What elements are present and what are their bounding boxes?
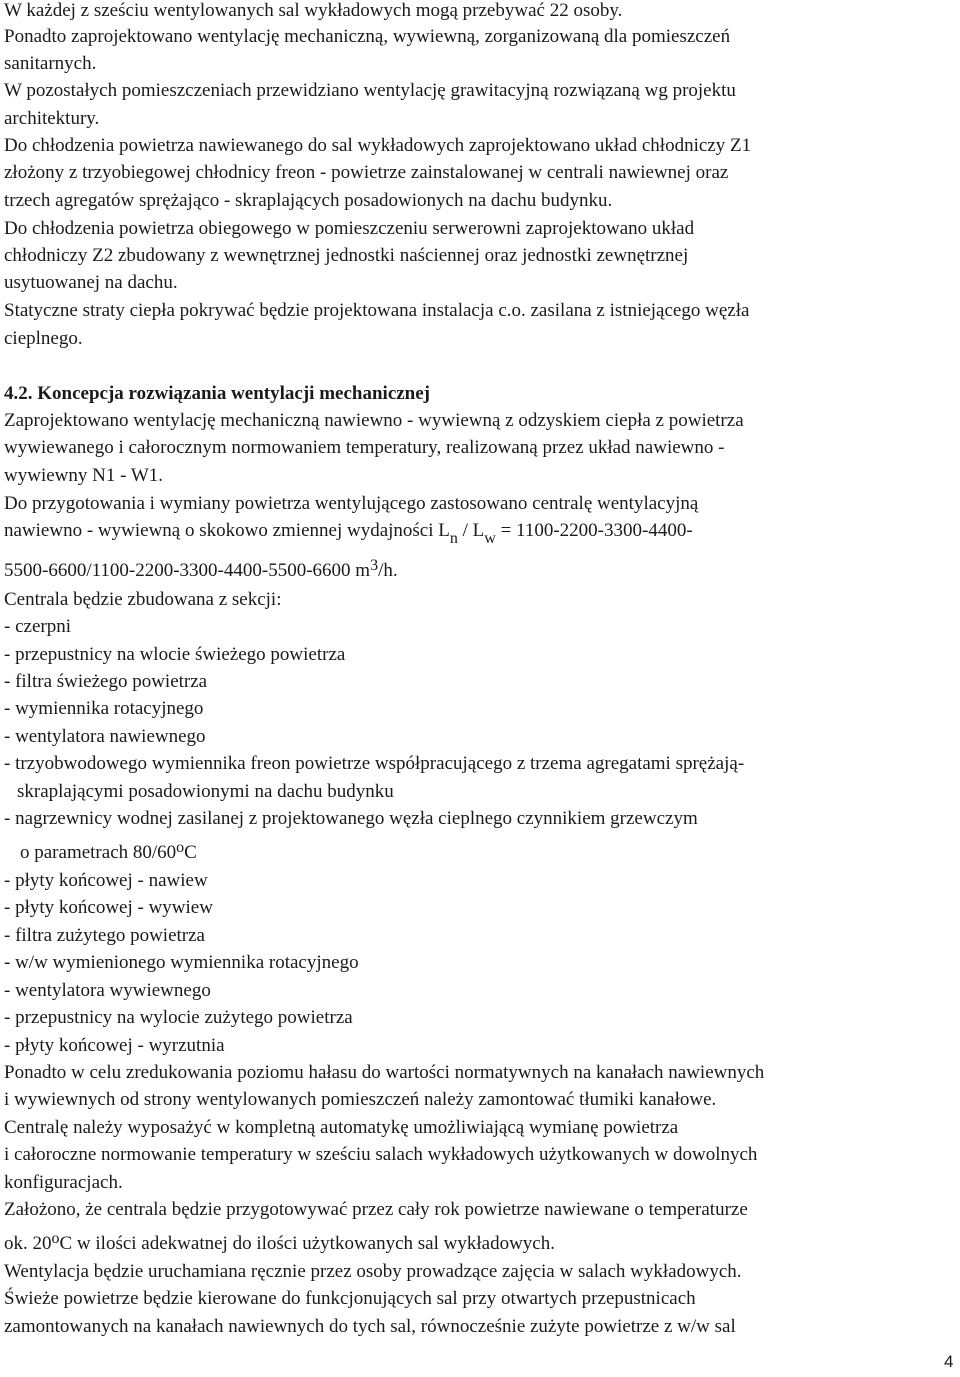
text-line: architektury. [4, 108, 100, 129]
list-item: - wymiennika rotacyjnego [4, 698, 204, 719]
text-line: cieplnego. [4, 328, 83, 349]
text-line: i całoroczne normowanie temperatury w sześciu salach wykładowych użytkowanych w dowolnych [4, 1144, 758, 1165]
text-line: konfiguracjach. [4, 1172, 123, 1193]
list-item: - wentylatora nawiewnego [4, 726, 206, 747]
list-item: - czerpni [4, 616, 71, 637]
text-segment: nawiewno - wywiewną o skokowo zmiennej wydajności L [4, 520, 450, 541]
text-line [4, 1230, 555, 1256]
list-item: - płyty końcowej - wyrzutnia [4, 1035, 225, 1056]
superscript: 3 [370, 557, 379, 574]
text-segment: /h. [378, 560, 398, 581]
list-item: - nagrzewnicy wodnej zasilanej z projektowanego węzła cieplnego czynnikiem grzewczym [4, 808, 698, 829]
list-item: - przepustnicy na wylocie zużytego powietrza [4, 1007, 353, 1028]
text-line: złożony z trzyobiegowej chłodnicy freon - powietrze zainstalowanej w centrali nawiewnej oraz [4, 162, 729, 183]
text-segment: = 1100-2200-3300-4400- [495, 520, 693, 541]
text-line: zamontowanych na kanałach nawiewnych do tych sal, równocześnie zużyte powietrze z w/w sal [4, 1316, 736, 1337]
text-line: Centralę należy wyposażyć w kompletną automatykę umożliwiającą wymianę powietrza [4, 1117, 679, 1138]
text-line: sanitarnych. [4, 53, 97, 74]
list-item: - filtra zużytego powietrza [4, 925, 205, 946]
text-segment: / L [457, 520, 485, 541]
list-item: - trzyobwodowego wymiennika freon powietrze współpracującego z trzema agregatami sprężają- [4, 753, 745, 774]
list-item-continuation [20, 839, 197, 865]
text-line: Do chłodzenia powietrza nawiewanego do sal wykładowych zaprojektowano układ chłodniczy Z1 [4, 135, 752, 156]
text-line: chłodniczy Z2 zbudowany z wewnętrznej jednostki naściennej oraz jednostki zewnętrznej [4, 245, 689, 266]
subscript: n [449, 530, 458, 547]
text-segment: 5500-6600/1100-2200-3300-4400-5500-6600 m [4, 560, 371, 581]
list-item: - płyty końcowej - nawiew [4, 870, 208, 891]
text-line: Do chłodzenia powietrza obiegowego w pomieszczeniu serwerowni zaprojektowano układ [4, 218, 695, 239]
text-line: usytuowanej na dachu. [4, 272, 178, 293]
text-line [4, 520, 693, 547]
page-number: 4 [944, 1352, 954, 1371]
text-line: Ponadto zaprojektowano wentylację mechaniczną, wywiewną, zorganizowaną dla pomieszczeń [4, 26, 731, 47]
list-item-continuation: skraplającymi posadowionymi na dachu budynku [17, 781, 394, 802]
list-item: - wentylatora wywiewnego [4, 980, 211, 1001]
text-line: Do przygotowania i wymiany powietrza wentylującego zastosowano centralę wentylacyjną [4, 493, 699, 514]
text-segment: o parametrach 80/60 [20, 842, 177, 863]
text-line: wywiewny N1 - W1. [4, 465, 164, 486]
text-line: Wentylacja będzie uruchamiana ręcznie przez osoby prowadzące zajęcia w salach wykładowych. [4, 1261, 742, 1282]
list-item: - płyty końcowej - wywiew [4, 897, 213, 918]
text-line: Założono, że centrala będzie przygotowywać przez cały rok powietrze nawiewane o temperaturze [4, 1199, 748, 1220]
text-line: Świeże powietrze będzie kierowane do funkcjonujących sal przy otwartych przepustnicach [4, 1288, 696, 1309]
text-line: i wywiewnych od strony wentylowanych pomieszczeń należy zamontować tłumiki kanałowe. [4, 1089, 717, 1110]
text-segment: C [184, 842, 197, 863]
text-line: Statyczne straty ciepła pokrywać będzie projektowana instalacja c.o. zasilana z istniejącego węzła [4, 300, 750, 321]
text-line [4, 557, 398, 583]
text-segment: C w ilości adekwatnej do ilości użytkowanych sal wykładowych. [59, 1233, 555, 1254]
text-line: Ponadto w celu zredukowania poziomu hałasu do wartości normatywnych na kanałach nawiewnych [4, 1062, 765, 1083]
subscript: w [484, 530, 496, 547]
superscript: o [51, 1230, 60, 1247]
text-line: W każdej z sześciu wentylowanych sal wykładowych mogą przebywać 22 osoby. [4, 0, 623, 21]
list-item: - przepustnicy na wlocie świeżego powietrza [4, 644, 346, 665]
text-line: wywiewanego i całorocznym normowaniem temperatury, realizowaną przez układ nawiewno - [4, 437, 725, 458]
text-line: Centrala będzie zbudowana z sekcji: [4, 589, 282, 610]
list-item: - w/w wymienionego wymiennika rotacyjnego [4, 952, 359, 973]
text-segment: ok. 20 [4, 1233, 52, 1254]
list-item: - filtra świeżego powietrza [4, 671, 208, 692]
section-heading: 4.2. Koncepcja rozwiązania wentylacji mechanicznej [4, 383, 431, 404]
text-line: W pozostałych pomieszczeniach przewidziano wentylację grawitacyjną rozwiązaną wg projektu [4, 80, 736, 101]
text-line: trzech agregatów sprężająco - skraplających posadowionych na dachu budynku. [4, 190, 613, 211]
text-line: Zaprojektowano wentylację mechaniczną nawiewno - wywiewną z odzyskiem ciepła z powietrza [4, 410, 744, 431]
superscript: o [176, 839, 185, 856]
